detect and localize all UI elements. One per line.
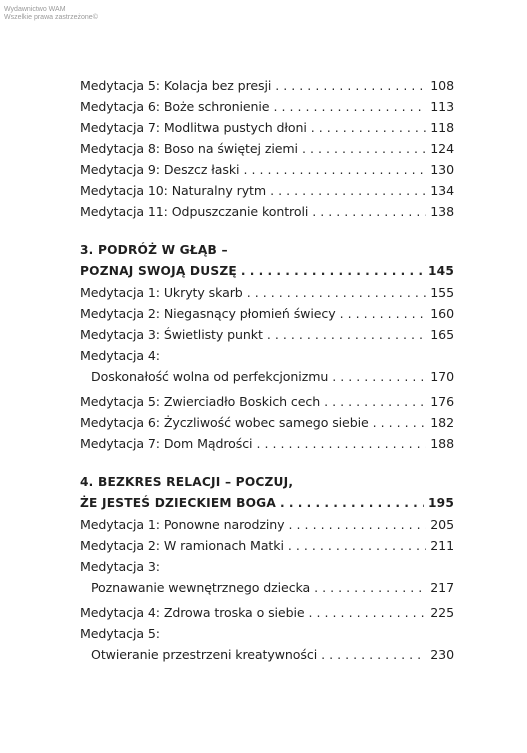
section-heading-page: 145 xyxy=(427,264,454,278)
toc-entry[interactable] xyxy=(80,605,454,626)
toc-entry[interactable] xyxy=(80,327,454,348)
dot-leader xyxy=(267,327,426,342)
toc-entry[interactable] xyxy=(80,415,454,436)
toc-entry[interactable] xyxy=(80,369,454,390)
dot-leader xyxy=(311,120,427,135)
section-gap xyxy=(80,457,454,471)
section-heading-line[interactable]: 4. BEZKRES RELACJI – POCZUJ, xyxy=(80,475,294,489)
toc-entry-label[interactable]: Medytacja 5: xyxy=(80,626,160,641)
toc-entry[interactable] xyxy=(80,436,454,457)
dot-leader xyxy=(247,285,427,300)
dot-leader xyxy=(275,78,426,93)
toc-entry[interactable] xyxy=(80,183,454,204)
dot-leader xyxy=(289,517,427,532)
toc-entry-page: 176 xyxy=(430,394,454,409)
toc-entry-page: 134 xyxy=(430,183,454,198)
toc-entry-page: 155 xyxy=(430,285,454,300)
toc-entry-page: 160 xyxy=(430,306,454,321)
toc-entry-page: 108 xyxy=(430,78,454,93)
toc-entry-page: 170 xyxy=(430,369,454,384)
toc-entry-page: 211 xyxy=(430,538,454,553)
toc-entry[interactable] xyxy=(80,141,454,162)
toc-entry-page: 230 xyxy=(430,647,454,662)
toc-entry[interactable] xyxy=(80,204,454,225)
toc-entry-title: Medytacja 1: Ponowne narodziny xyxy=(80,517,285,532)
toc-entry-page: 118 xyxy=(430,120,454,135)
dot-leader xyxy=(340,306,427,321)
dot-leader xyxy=(302,141,426,156)
dot-leader xyxy=(314,580,426,595)
dot-leader xyxy=(312,204,426,219)
toc-entry-page: 217 xyxy=(430,580,454,595)
toc-entry-page: 165 xyxy=(430,327,454,342)
toc-entry-page: 188 xyxy=(430,436,454,451)
section-gap xyxy=(80,225,454,239)
toc-entry-page: 130 xyxy=(430,162,454,177)
toc-entry-title: Doskonałość wolna od perfekcjonizmu xyxy=(91,369,329,384)
dot-leader xyxy=(280,496,424,510)
dot-leader xyxy=(324,394,426,409)
section-heading-line[interactable]: 3. PODRÓŻ W GŁĄB – xyxy=(80,243,228,257)
section-heading[interactable] xyxy=(80,264,454,285)
toc-entry[interactable] xyxy=(80,306,454,327)
toc-entry-title: Medytacja 4: Zdrowa troska o siebie xyxy=(80,605,305,620)
toc-entry-label[interactable]: Medytacja 4: xyxy=(80,348,160,363)
toc-entry[interactable] xyxy=(80,647,454,668)
dot-leader xyxy=(309,605,427,620)
dot-leader xyxy=(373,415,427,430)
toc-entry-title: Medytacja 2: Niegasnący płomień świecy xyxy=(80,306,336,321)
table-of-contents xyxy=(80,78,454,668)
watermark xyxy=(4,6,98,22)
toc-entry[interactable] xyxy=(80,517,454,538)
toc-entry[interactable] xyxy=(80,285,454,306)
toc-entry-title: Medytacja 6: Życzliwość wobec samego siebie xyxy=(80,415,369,430)
dot-leader xyxy=(273,99,426,114)
section-heading-title: POZNAJ SWOJĄ DUSZĘ xyxy=(80,264,237,278)
toc-entry-title: Medytacja 7: Dom Mądrości xyxy=(80,436,253,451)
section-heading-title: ŻE JESTEŚ DZIECKIEM BOGA xyxy=(80,496,277,510)
toc-entry[interactable] xyxy=(80,538,454,559)
dot-leader xyxy=(256,436,426,451)
dot-leader xyxy=(321,647,426,662)
toc-entry-title: Otwieranie przestrzeni kreatywności xyxy=(91,647,318,662)
toc-entry-label[interactable]: Medytacja 3: xyxy=(80,559,160,574)
toc-entry-page: 182 xyxy=(430,415,454,430)
toc-entry-title: Medytacja 9: Deszcz łaski xyxy=(80,162,240,177)
toc-entry[interactable] xyxy=(80,120,454,141)
toc-entry-page: 225 xyxy=(430,605,454,620)
dot-leader xyxy=(270,183,426,198)
toc-entry[interactable] xyxy=(80,78,454,99)
toc-entry[interactable] xyxy=(80,99,454,120)
toc-entry-page: 113 xyxy=(430,99,454,114)
watermark-rights: Wszelkie prawa zastrzeżone© xyxy=(4,14,98,21)
toc-entry-title: Medytacja 5: Zwierciadło Boskich cech xyxy=(80,394,321,409)
dot-leader xyxy=(241,264,424,278)
toc-entry-title: Medytacja 3: Świetlisty punkt xyxy=(80,327,263,342)
toc-entry-title: Medytacja 2: W ramionach Matki xyxy=(80,538,284,553)
dot-leader xyxy=(243,162,426,177)
toc-entry-title: Medytacja 8: Boso na świętej ziemi xyxy=(80,141,298,156)
section-heading-page: 195 xyxy=(427,496,454,510)
toc-entry-title: Medytacja 5: Kolacja bez presji xyxy=(80,78,272,93)
dot-leader xyxy=(288,538,426,553)
toc-entry-title: Medytacja 10: Naturalny rytm xyxy=(80,183,267,198)
toc-entry-title: Medytacja 6: Boże schronienie xyxy=(80,99,270,114)
toc-entry[interactable] xyxy=(80,162,454,183)
toc-entry-page: 124 xyxy=(430,141,454,156)
toc-entry[interactable] xyxy=(80,394,454,415)
watermark-publisher: Wydawnictwo WAM xyxy=(4,6,66,13)
toc-entry-page: 138 xyxy=(430,204,454,219)
toc-entry[interactable] xyxy=(80,580,454,601)
toc-entry-title: Medytacja 11: Odpuszczanie kontroli xyxy=(80,204,309,219)
toc-entry-title: Poznawanie wewnętrznego dziecka xyxy=(91,580,311,595)
toc-entry-title: Medytacja 1: Ukryty skarb xyxy=(80,285,243,300)
toc-entry-page: 205 xyxy=(430,517,454,532)
dot-leader xyxy=(332,369,426,384)
section-heading[interactable] xyxy=(80,496,454,517)
toc-entry-title: Medytacja 7: Modlitwa pustych dłoni xyxy=(80,120,307,135)
